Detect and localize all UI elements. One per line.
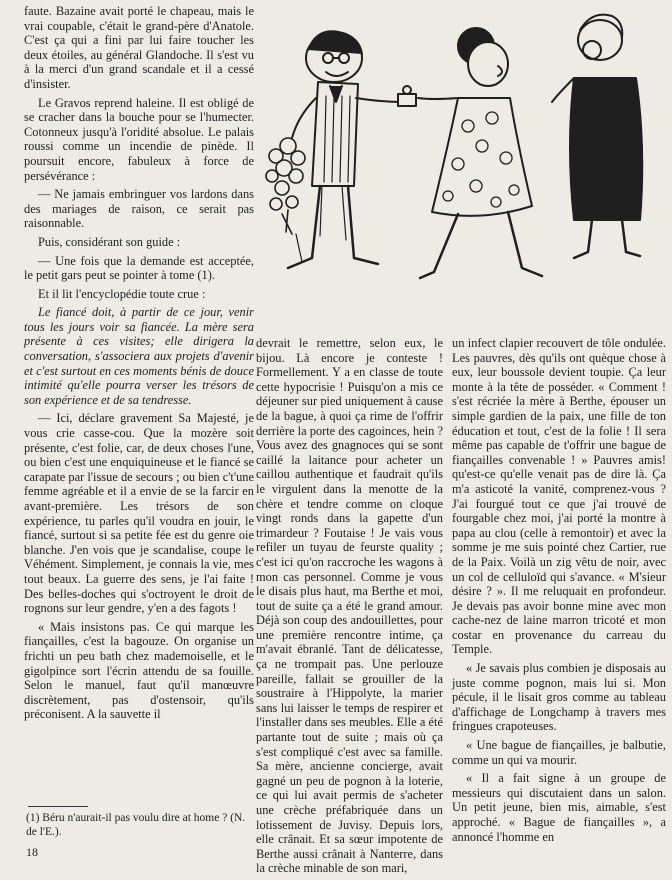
italic-quote: Le fiancé doit, à partir de ce jour, venir tous les jours voir sa fiancée. La mère sera présente à ces visites; elle dirigera la conversation, s'associera aux projets d'avenir et c'est surtout en ces moments bénis de douce intimité qu'elle pourra verser les trésors de son expérience et de sa tendresse. xyxy=(24,305,254,407)
footnote: (1) Béru n'aurait-il pas voulu dire at home ? (N. de l'E.). xyxy=(26,812,246,838)
paragraph: — Une fois que la demande est acceptée, le petit gars peut se pointer à tome (1). xyxy=(24,253,254,283)
flower-bouquet xyxy=(266,138,305,234)
footnote-divider xyxy=(28,806,88,807)
paragraph: « Je savais plus combien je disposais au juste comme pognon, mais lui si. Mon pécule, il le lisait gros comme au tableau d'affichage de Longchamp à travers mes fringues crapoteuses. xyxy=(452,661,666,734)
text-column-right xyxy=(452,336,666,848)
text-column-middle xyxy=(256,336,443,880)
paragraph: Puis, considérant son guide : xyxy=(38,234,181,249)
ring-box xyxy=(398,86,416,106)
text-column-left xyxy=(24,4,254,726)
paragraph: — Ne jamais embringuer vos lardons dans des mariages de raison, ce serait pas raisonnable. xyxy=(24,187,254,231)
paragraph: un infect clapier recouvert de tôle ondulée. Les pauvres, dès qu'ils ont quèque chose à eux, leur boussole devient toupie. Ça leur monte à la tête de posséder. « Comment ! s'est récriée la mère à Berthe, épouser un simple gardien de la paix, une fille de ton éducation et tout, c'est de la folie ! Il sera même pas capable de t'offrir une bague de fiançailles convenable ! » Pauvres amis! qu'est-ce qu'elle venait pas de dire là. Ça m'a asticoté la vanité, comprenez-vous ? J'ai fourgué tout ce que j'ai trouvé de fourgable chez moi, j'ai porté la montre à papa au clou (celle à remontoir) et avec la somme je me suis pointé chez Cartier, rue de la Paix. Voilà un zig vêtu de noir, avec un col de celluloïd qui s'avance. « M'sieur désire ? ». Il me reluquait en profondeur. Je devais pas avoir bonne mine avec mon cache-nez de laine marron tricoté et mon costar en provenance du carreau du Temple. xyxy=(452,336,666,657)
paragraph: « Il a fait signe à un groupe de messieurs qui discutaient dans un salon. Un petit jeune, bien mis, aimable, s'est approché. « Bague de fiançailles », a annoncé l'homme en xyxy=(452,771,666,844)
paragraph: Le Gravos reprend haleine. Il est obligé de se cracher dans la bouche pour se l'humecter. Cotonneux jusqu'à l'oridité absolue. Le palais roussi comme un incendie de pinède. Il poursuit encore, fabuleux à force de persévérance : xyxy=(24,95,254,183)
paragraph: devrait le remettre, selon eux, le bijou. Là encore je conteste ! Formellement. Y a en classe de toute cette hypocrisie ! Puisqu'on a mis ce déjeuner sur pied uniquement à cause de la bague, à quoi ça rime de l'offrir derrière la porte des cagoinces, hein ? Vous avez des gnagnoces qui se sont caillé la laitance pour acheter un caillou authentique et faudrait qu'ils le virgulent dans la menotte de la chère et tendre comme on cloque vingt ronds dans la gapette d'un trimardeur ? Foutaise ! Je vais vous refiler un tuyau de feurste quality ; c'est ici qu'on raccroche les wagons à mon cas personnel. Comme je vous le disais plus haut, ma Berthe et moi, tout de suite ça a été le grand amour. Déjà son coup des andouillettes, pour une première rencontre intime, ça m'avait ébranlé. Tant de délicatesse, ça ne trompait pas. Une perlouze pareille, fallait se grouiller de la soustraire à l'Hippolyte, la marier sans lui laisser le temps de respirer et l'installer dans ses meubles. Elle a été partante tout de suite ; mais où ça s'est compliqué c'est avec sa famille. Sa mère, ancienne concierge, avait gagné un peu de pognon à la loterie, ce qui lui avait permis de s'acheter une crèche préfabriquée dans un lotissement de Juvisy. Depuis lors, elle crânait. Et sa sœur impotente de Berthe aussi crânait à Nanterre, dans la crèche minable de son mari, xyxy=(256,336,443,876)
engagement-cartoon-illustration xyxy=(262,6,664,332)
paragraph: faute. Bazaine avait porté le chapeau, mais le vrai coupable, c'était le grand-père d'Anatole. C'est ça qui a fini par lui faire toucher les deux étoiles, au général Glandoche. Il s'est vu à la merci d'un grand scandale et il a cessé d'insister. xyxy=(24,4,254,91)
paragraph: « Mais insistons pas. Ce qui marque les fiançailles, c'est la bagouze. On organise un frichti un peu bath chez mademoiselle, et le gigolpince sort l'écrin attendu de sa fouille. Selon le manuel, faut qu'il manœuvre discrètement, pas d'ostensoir, qu'ils préconisent. A la sauvette il xyxy=(24,619,254,722)
page-number: 18 xyxy=(26,845,38,859)
mother-figure xyxy=(552,15,642,258)
paragraph: Et il lit l'encyclopédie toute crue : xyxy=(38,286,206,301)
suitor-figure xyxy=(288,31,402,268)
paragraph: « Une bague de fiançailles, je balbutie, comme un qui va mourir. xyxy=(452,738,666,767)
paragraph: — Ici, déclare gravement Sa Majesté, je vous crie casse-cou. Que la mozère soit présente, c'est folie, car, de deux choses l'une, ou bien c'est une enquiquineuse et le fiancé se carapate par l'issue de secours ; ou bien c't'une femme agréable et il a envie de se la farcir en avant-première. Les trésors de son expérience, tu parles qu'il voudra en jouir, le fiancé, surtout si sa petite fée est du genre oie blanche. J'en vois que je scandalise, coupe le Véhément. Simplement, je connais la vie, mes tout beaux. La guerre des sens, je l'ai faite ! Des belles-doches qui s'octroyent le droit de rognons sur leur gendre, y'en a des fagots ! xyxy=(24,411,254,616)
fiancee-figure xyxy=(418,28,542,278)
